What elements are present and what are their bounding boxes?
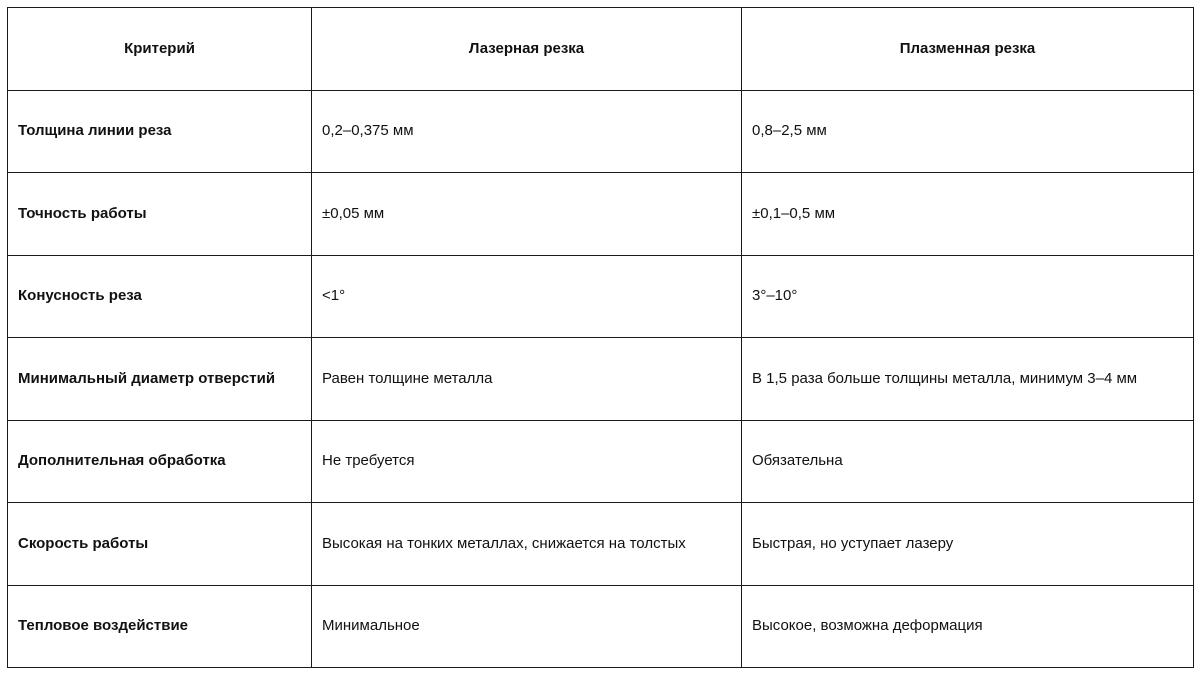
header-criterion: Критерий xyxy=(8,8,312,91)
table-row xyxy=(8,338,1194,421)
laser-value-cell: Минимальное xyxy=(312,585,742,668)
laser-value-cell: ±0,05 мм xyxy=(312,173,742,256)
plasma-value-cell: 0,8–2,5 мм xyxy=(742,90,1194,173)
table-row xyxy=(8,503,1194,586)
criterion-cell: Точность работы xyxy=(8,173,312,256)
criterion-cell: Скорость работы xyxy=(8,503,312,586)
plasma-value-cell: 3°–10° xyxy=(742,255,1194,338)
laser-value-cell: <1° xyxy=(312,255,742,338)
header-row xyxy=(8,8,1194,91)
plasma-value-cell: Высокое, возможна деформация xyxy=(742,585,1194,668)
table-row xyxy=(8,255,1194,338)
laser-value-cell: Высокая на тонких металлах, снижается на толстых xyxy=(312,503,742,586)
table-row xyxy=(8,90,1194,173)
header-plasma-cutting: Плазменная резка xyxy=(742,8,1194,91)
table-row xyxy=(8,420,1194,503)
criterion-cell: Дополнительная обработка xyxy=(8,420,312,503)
criterion-cell: Конусность реза xyxy=(8,255,312,338)
plasma-value-cell: В 1,5 раза больше толщины металла, минимум 3–4 мм xyxy=(742,338,1194,421)
header-laser-cutting: Лазерная резка xyxy=(312,8,742,91)
laser-value-cell: Равен толщине металла xyxy=(312,338,742,421)
criterion-cell: Толщина линии реза xyxy=(8,90,312,173)
table-row xyxy=(8,173,1194,256)
comparison-table xyxy=(7,7,1194,668)
laser-value-cell: 0,2–0,375 мм xyxy=(312,90,742,173)
plasma-value-cell: Быстрая, но уступает лазеру xyxy=(742,503,1194,586)
plasma-value-cell: Обязательна xyxy=(742,420,1194,503)
criterion-cell: Минимальный диаметр отверстий xyxy=(8,338,312,421)
plasma-value-cell: ±0,1–0,5 мм xyxy=(742,173,1194,256)
laser-value-cell: Не требуется xyxy=(312,420,742,503)
table-row xyxy=(8,585,1194,668)
criterion-cell: Тепловое воздействие xyxy=(8,585,312,668)
